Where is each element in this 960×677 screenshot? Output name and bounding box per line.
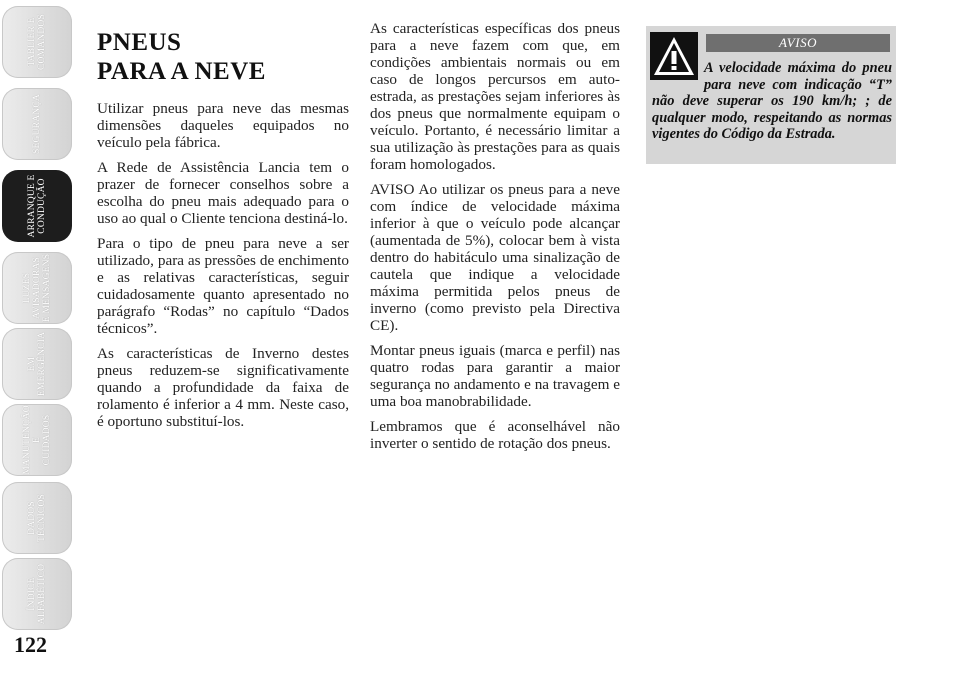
paragraph: Montar pneus iguais (marca e perfil) nas quatro rodas para garantir a maior segurança no andamento e na travagem e uma boa manobrabilidade.	[370, 342, 620, 410]
paragraph: Utilizar pneus para neve das mesmas dimensões daqueles equipados no veículo pela fábrica.	[97, 100, 349, 151]
tab-label: MANUTENÇÃO E CUIDADOS	[22, 405, 52, 475]
tab-label: ARRANQUE E CONDUÇÃO	[27, 174, 47, 238]
tab-label: DADOS TÉCNICOS	[27, 493, 47, 543]
warning-box	[646, 26, 896, 164]
tab-tablier-comandos[interactable]	[2, 6, 72, 78]
page-number: 122	[14, 632, 47, 657]
text-column-middle	[370, 20, 620, 460]
tab-arranque-conducao[interactable]	[2, 170, 72, 242]
tab-label: SEGURANÇA	[32, 94, 42, 154]
paragraph: A Rede de Assistência Lancia tem o prazer de fornecer conselhos sobre a escolha do pneu mais adequado para o uso ao qual o Cliente tenciona destiná-lo.	[97, 159, 349, 227]
paragraph: Lembramos que é aconselhável não inverter o sentido de rotação dos pneus.	[370, 418, 620, 452]
paragraph: As características específicas dos pneus para a neve fazem com que, em condições ambientais normais ou em caso de longos percursos em auto-estrada, as prestações sejam inferiores às dos pneus que normalmente equipam o veículo. Portanto, é necessário limitar a sua utilização às prestações para as quais foram homologados.	[370, 20, 620, 173]
tab-em-emergencia[interactable]	[2, 328, 72, 400]
warning-text: A velocidade máxima do pneu para neve com indicação “T” não deve superar os 190 km/h; ; de qualquer modo, respeitando as normas vigentes do Código da Estrada.	[652, 60, 892, 142]
tab-label: EM EMERGÊNCIA	[27, 331, 47, 397]
tab-label: TABLIER E COMANDOS	[27, 14, 47, 70]
tab-label: ÍNDICE ALFABÉTICO	[27, 563, 47, 625]
warning-header: AVISO	[706, 34, 890, 52]
section-title-line2: PARA A NEVE	[97, 58, 266, 85]
tab-label: LUZES AVISADORAS E MENSAGENS	[22, 253, 52, 323]
tab-dados-tecnicos[interactable]	[2, 482, 72, 554]
tab-seguranca[interactable]	[2, 88, 72, 160]
tab-indice-alfabetico[interactable]	[2, 558, 72, 630]
text-column-left	[97, 28, 349, 438]
section-title-line1: PNEUS	[97, 29, 182, 56]
paragraph: AVISO Ao utilizar os pneus para a neve com índice de velocidade máxima inferior à que o veículo pode alcançar (aumentada de 5%), colocar bem à vista dentro do habitáculo uma sinalização de cautela que indique a velocidade máxima permitida pelos pneus de inverno (como previsto pela Directiva CE).	[370, 181, 620, 334]
tab-manutencao-cuidados[interactable]	[2, 404, 72, 476]
paragraph: As características de Inverno destes pneus reduzem-se significativamente quando a profundidade da faixa de rolamento é inferior a 4 mm. Neste caso, é oportuno substituí-los.	[97, 345, 349, 430]
paragraph: Para o tipo de pneu para neve a ser utilizado, para as pressões de enchimento e as relativas características, seguir cuidadosamente quanto apresentado no parágrafo “Rodas” no capítulo “Dados técnicos”.	[97, 235, 349, 337]
tab-luzes-avisadoras[interactable]	[2, 252, 72, 324]
section-title	[97, 28, 349, 86]
